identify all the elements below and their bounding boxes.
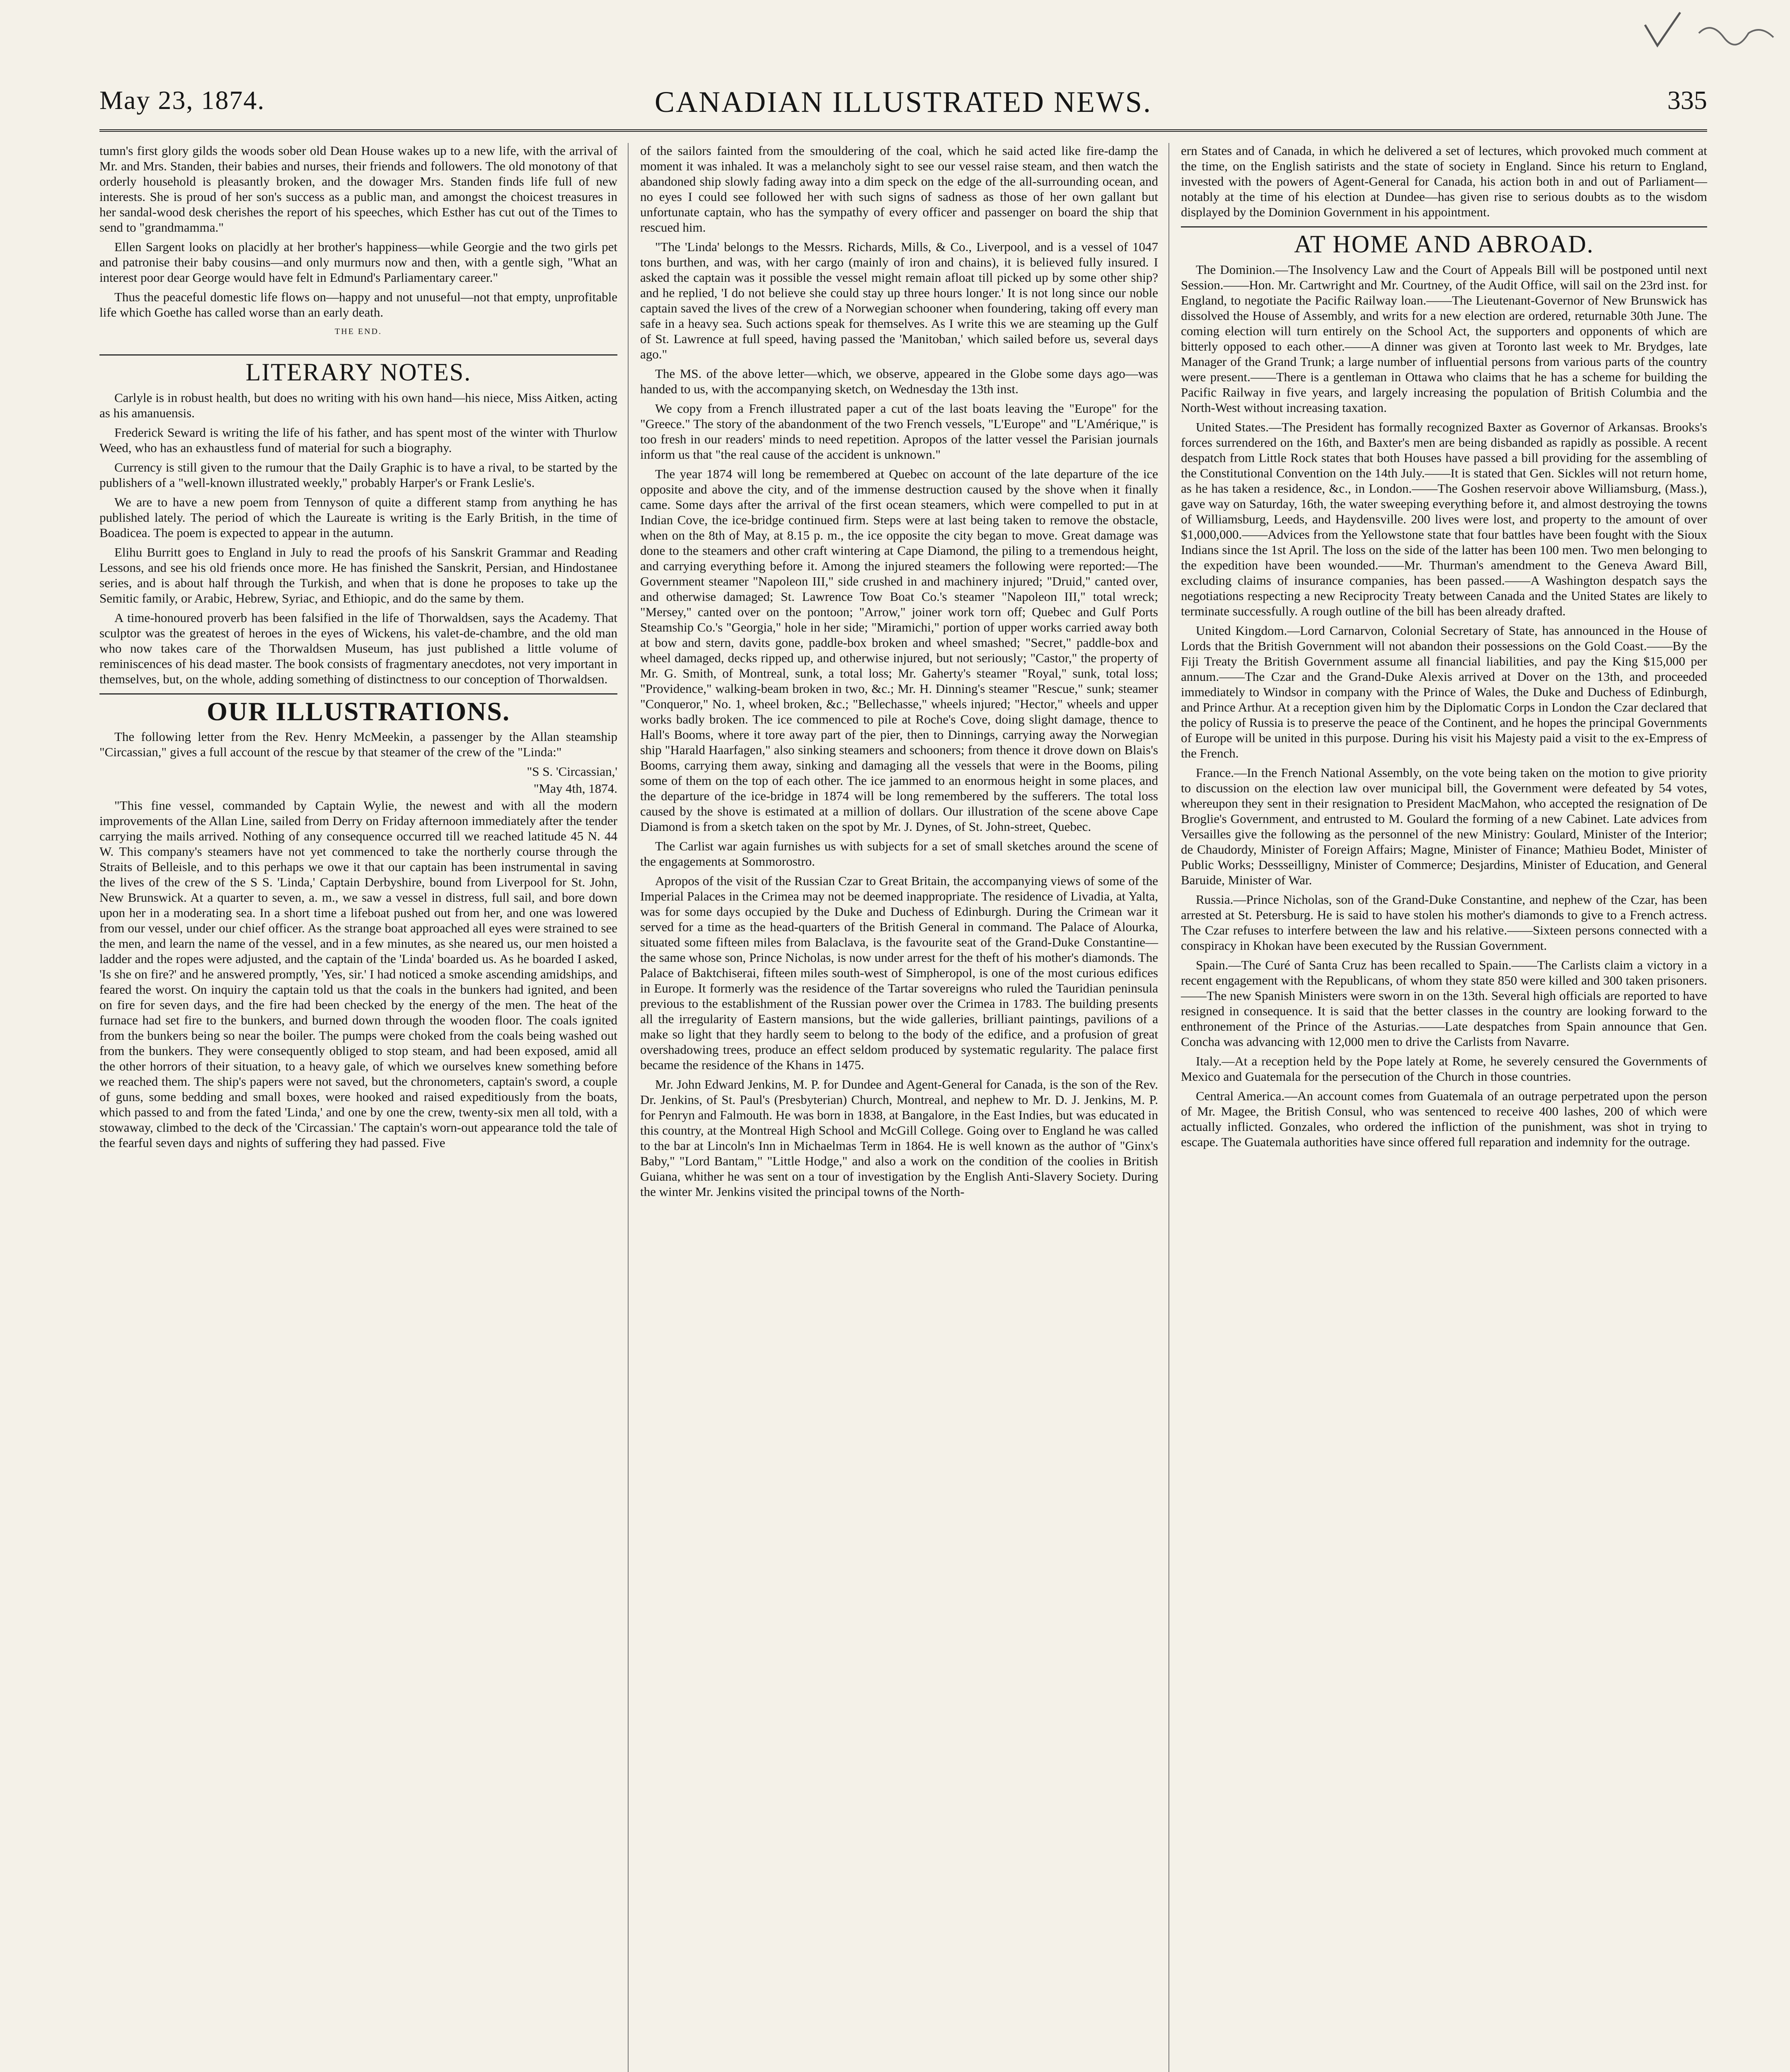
masthead [99,85,1707,131]
at-home-and-abroad-heading: AT HOME AND ABROAD. [1181,226,1707,252]
story-paragraph: tumn's first glory gilds the woods sober old Dean House wakes up to a new life, with the arrival of Mr. and Mrs. Standen, their babies and nurses, their friends and followers. The old monotony of that orderly household is pleasantly broken, and the dowager Mrs. Standen finds life full of new interests. She is proud of her son's success as a public man, and amongst the choicest treasures in her sandal-wood desk cherishes the report of his speeches, which Esther has cut out of the Times to send to "grandmamma." [99,143,617,235]
news-paragraph-russia: Russia.—Prince Nicholas, son of the Grand-Duke Constantine, and nephew of the Czar, has been arrested at St. Petersburg. He is said to have stolen his mother's diamonds to give to a French actress. The Czar refuses to interfere between the law and his relative.——Sixteen persons connected with a conspiracy in Khokan have been executed by the Russian Government. [1181,892,1707,953]
illustrations-intro: The following letter from the Rev. Henry McMeekin, a passenger by the Allan steamship "Circassian," gives a full account of the rescue by that steamer of the crew of the "Linda:" [99,729,617,759]
story-paragraph: Ellen Sargent looks on placidly at her brother's happiness—while Georgie and the two girls pet and patronise their baby cousins—and only murmurs now and then, with a gentle sigh, "What an interest poor dear George would have felt in Edmund's Parliamentary career." [99,240,617,285]
newspaper-title: CANADIAN ILLUSTRATED NEWS. [655,85,1152,119]
column-3 [1181,143,1707,1154]
news-paragraph-united-states: United States.—The President has formally recognized Baxter as Governor of Arkansas. Brooks's forces surrendered on the 16th, and Baxter's men are being disbanded as rapidly as possible. A recent despatch from Little Rock states that both Houses have passed a bill providing for the assembling of the Constitutional Convention on the 14th July.——It is stated that Gen. Sickles will not return home, as he has taken a residence, &c., in London.——The Goshen reservoir above Williamsburg, (Mass.), gave way on Saturday, 16th, the water sweeping everything before it, and almost destroying the towns of Williamsburg, Leeds, and Haydensville. 200 lives were lost, and property to the amount of over $1,000,000.——Advices from the Yellowstone state that four battles have been fought with the Sioux Indians since the 1st April. The loss on the side of the latter has been 100 men. Two men belonging to the expedition have been wounded.——Mr. Thurman's amendment to the Geneva Award Bill, excluding claims of insurance companies, has been passed.——A Washington despatch says the negotiations respecting a new Reciprocity Treaty between Canada and the United States are likely to terminate successfully. A rough outline of the bill has been already drafted. [1181,420,1707,618]
our-illustrations-heading: OUR ILLUSTRATIONS. [99,693,617,719]
letter-date: "May 4th, 1874. [533,781,617,796]
article-paragraph: of the sailors fainted from the smouldering of the coal, which he said acted like fire-damp the moment it was inhaled. It was a melancholy sight to see our vessel raise steam, and then watch the abandoned ship slowly fading away into a dim speck on the edge of the all-surrounding ocean, and no eyes I could see followed her with such signs of sadness as those of her own gallant but unfortunate captain, who has the sympathy of every officer and passenger on board the ship that rescued him. [640,143,1158,235]
literary-paragraph: Elihu Burritt goes to England in July to read the proofs of his Sanskrit Grammar and Reading Lessons, and see his old friends once more. He has finished the Sanskrit, Persian, and Hindostanee series, and is about half through the Turkish, and when that is done he proposes to take up the Semitic family, or Arabic, Hebrew, Syriac, and Ethiopic, and do the same by them. [99,545,617,605]
news-paragraph-united-kingdom: United Kingdom.—Lord Carnarvon, Colonial Secretary of State, has announced in the House of Lords that the British Government will not abandon their possessions on the Gold Coast.——By the Fiji Treaty the British Government assume all financial liabilities, and pay the King $15,000 per annum.——The Czar and the Grand-Duke Alexis arrived at Dover on the 13th, and proceeded immediately to Windsor in company with the Prince of Wales, the Duke and Duchess of Edinburgh, and Prince Arthur. At a reception given him by the Diplomatic Corps in London the Czar declared that the policy of Russia is to preserve the peace of the Continent, and he hopes the principal Governments of Europe will be united in this purpose. During his visit his Majesty paid a visit to the ex-Empress of the French. [1181,623,1707,760]
literary-paragraph: We are to have a new poem from Tennyson of quite a different stamp from anything he has published lately. The period of which the Laureate is writing is the Early British, in the time of Boadicea. The poem is expected to appear in the autumn. [99,495,617,540]
letter-ship: "S S. 'Circassian,' [527,764,617,779]
literary-paragraph: Frederick Seward is writing the life of his father, and has spent most of the winter with Thurlow Weed, who has an exhaustless fund of material for such a biography. [99,425,617,455]
literary-paragraph: Currency is still given to the rumour that the Daily Graphic is to have a rival, to be started by the publishers of a "well-known illustrated weekly," probably Harper's or Frank Leslie's. [99,460,617,490]
article-paragraph: We copy from a French illustrated paper a cut of the last boats leaving the "Europe" for the "Greece." The story of the abandonment of the two French vessels, "L'Europe" and "L'Amérique," is too fresh in our readers' minds to need repetition. Apropos of the latter vessel the Parisian journals inform us that "the real cause of the accident is unknown." [640,401,1158,462]
literary-notes-heading: LITERARY NOTES. [99,354,617,380]
masthead-rule [99,129,1707,132]
literary-paragraph: A time-honoured proverb has been falsified in the life of Thorwaldsen, says the Academy. That sculptor was the greatest of heroes in the eyes of Wickens, his valet-de-chambre, and the old man who now takes care of the Thorwaldsen Museum, has just published a little volume of reminiscences of his dead master. The book consists of fragmentary anecdotes, not very important in themselves, but, on the whole, adding something of distinctness to our conception of Thorwaldsen. [99,610,617,686]
article-paragraph: Mr. John Edward Jenkins, M. P. for Dundee and Agent-General for Canada, is the son of the Rev. Dr. Jenkins, of St. Paul's (Presbyterian) Church, Montreal, and nephew to Mr. D. J. Jenkins, M. P. for Penryn and Falmouth. He was born in 1838, at Bangalore, in the East Indies, but was educated in this country, at the Montreal High School and McGill College. Going over to England he was called to the bar at Lincoln's Inn in Michaelmas Term in 1864. He is well known as the author of "Ginx's Baby," "Lord Bantam," "Little Hodge," and also a work on the condition of the coolies in British Guiana, whither he was sent on a tour of investigation by the English Anti-Slavery Society. During the winter Mr. Jenkins visited the principal towns of the North- [640,1077,1158,1199]
news-paragraph-central-america: Central America.—An account comes from Guatemala of an outrage perpetrated upon the person of Mr. Magee, the British Consul, who was sentenced to receive 400 lashes, 200 of which were actually inflicted. Gonzales, who ordered the infliction of the punishment, was shot in trying to escape. The Guatemala authorities have since offered full reparation and indemnity for the outrage. [1181,1089,1707,1149]
article-paragraph: Apropos of the visit of the Russian Czar to Great Britain, the accompanying views of some of the Imperial Palaces in the Crimea may not be deemed inappropriate. The residence of Livadia, at Yalta, was for some days occupied by the Duke and Duchess of Edinburgh. During the Crimean war it served for a time as the head-quarters of the British General in command. The Palace of Alourka, situated some fifteen miles from Balaclava, is the favourite seat of the Grand-Duke Constantine—the same whose son, Prince Nicholas, is now under arrest for the theft of his mother's diamonds. The Palace of Baktchiserai, fifteen miles south-west of Simpheropol, is one of the most curious edifices in Europe. It formerly was the residence of the Tartar sovereigns who ruled the Tauridian peninsula previous to the establishment of the Russian power over the Crimea in 1783. The building presents all the irregularity of Eastern mansions, but the wide galleries, brilliant paintings, pavilions of a make so light that they hardly seem to belong to the body of the edifice, and a profusion of great overshadowing trees, produce an effect seldom produced by systematic regularity. The palace first became the residence of the Khans in 1475. [640,874,1158,1072]
page-number: 335 [1667,85,1707,115]
story-paragraph: Thus the peaceful domestic life flows on—happy and not unuseful—not that empty, unprofitable life which Goethe has called worse than an early death. [99,290,617,320]
news-paragraph-france: France.—In the French National Assembly, on the vote being taken on the motion to give priority to discussion on the election law over municipal bill, the Government were defeated by 54 votes, whereupon they sent in their resignation to President MacMahon, who accepted the resignation of De Broglie's Government, and entrusted to M. Goulard the forming of a new Cabinet. Late advices from Versailles give the following as the personnel of the new Ministry: Goulard, Minister of the Interior; de Chaudordy, Minister of Foreign Affairs; Magne, Minister of Finance; Mathieu Bodet, Minister of Public Works; Dessseilligny, Minister of Commerce; Desjardins, Minister of Education, and General Baruide, Minister of War. [1181,765,1707,887]
article-paragraph: The year 1874 will long be remembered at Quebec on account of the late departure of the ice opposite and above the city, and of the immense destruction caused by the shove when it finally came. Some days after the arrival of the first ocean steamers, which were compelled to put in at Indian Cove, the ice-bridge continued firm. Steps were at last being taken to remove the obstacle, when on the 8th of May, at 8.15 p. m., the ice opposite the city began to move. Great damage was done to the steamers and other craft wintering at Cape Diamond, the piling to a tremendous height, and carrying everything before it. Among the injured steamers the following were reported:—The Government steamer "Napoleon III," side crushed in and machinery injured; "Druid," canted over, and otherwise damaged; St. Lawrence Tow Boat Co.'s steamer "Napoleon III," total wreck; "Mersey," canted over on the pontoon; "Arrow," joiner work torn off; Quebec and Gulf Ports Steamship Co.'s "Georgia," hole in her side; "Miramichi," portion of upper works carried away both at bow and stern, davits gone, paddle-box broken and wheel smashed; "Secret," paddle-box and wheel damaged, decks ripped up, and otherwise injured, but not seriously; "Castor," the property of Mr. G. Smith, of Montreal, sunk, a total loss; Mr. Gaherty's steamer "Royal," sunk, total loss; "Providence," walking-beam broken in two, &c.; Mr. H. Dinning's steamer "Rescue," sunk; steamer "Conqueror," No. 1, wheel broken, &c.; "Bellechasse," wheels injured; "Hector," wheels and upper works badly broken. The ice commenced to pile at Roche's Cove, doing slight damage, thence to Hall's Booms, where it tore away part of the pier, then to Dinnings, carrying away the Norwegian ship "Harald Haarfagen," also sinking steamers and schooners; from thence it drove down on Blais's Booms, carrying them away, sinking and damaging all the vessels that were in the Booms, piling some of them on the top of each other. The ice jammed to an enormous height in some places, and the departure of the ice-bridge in 1874 will be long remembered by the sufferers. The total loss caused by the shove is estimated at a million of dollars. Our illustration of the scene above Cape Diamond is from a sketch taken on the spot by Mr. J. Dynes, of St. John-street, Quebec. [640,467,1158,834]
article-paragraph: The Carlist war again furnishes us with subjects for a set of small sketches around the scene of the engagements at Sommorostro. [640,839,1158,869]
news-paragraph-italy: Italy.—At a reception held by the Pope lately at Rome, he severely censured the Governments of Mexico and Guatemala for the persecution of the Church in those countries. [1181,1054,1707,1084]
column-divider [1168,143,1169,2072]
article-paragraph: The MS. of the above letter—which, we observe, appeared in the Globe some days ago—was handed to us, with the accompanying sketch, on Wednesday the 13th inst. [640,366,1158,396]
handwritten-pencil-mark [1641,8,1782,58]
issue-date: May 23, 1874. [99,85,265,115]
letter-body: "This fine vessel, commanded by Captain Wylie, the newest and with all the modern improvements of the Allan Line, sailed from Derry on Friday afternoon immediately after the tender carrying the mails arrived. Nothing of any consequence occurred till we reached latitude 45 N. 44 W. This company's steamers have not yet commenced to take the northerly course through the Straits of Belleisle, and to this perhaps we owe it that our captain has been instrumental in saving the lives of the crew of the S S. 'Linda,' Captain Derbyshire, bound from Liverpool for St. John, New Brunswick. At a quarter to seven, a. m., we saw a vessel in distress, full sail, and bore down upon her in a moderating sea. In a short time a lifeboat pushed out from her, and one was lowered from our vessel, under our chief officer. As the strange boat approached all eyes were strained to see the men, and learn the name of the vessel, and in a few minutes, as she neared us, our men hoisted a ladder and the ropes were adjusted, and the captain of the 'Linda' boarded us. As he boarded I asked, 'Is she on fire?' and he answered promptly, 'Yes, sir.' I had noticed a smoke ascending amidships, and feared the worst. On inquiry the captain told us that the coals in the bunkers had ignited, and been on fire for seven days, and the fire had been checked by the energy of the men. The heat of the furnace had set fire to the bunkers, and burned down through the wooden floor. The coals ignited from the bunkers being so near the boiler. The pumps were choked from the coals being washed out from the bunkers. They were consequently obliged to stop steam, and had been exposed, amid all the other horrors of their situation, to a heavy gale, of which we ourselves knew something before we reached them. The ship's papers were not saved, but the chronometers, captain's sword, a couple of guns, some bedding and small boxes, were hooked and raised expeditiously from the boats, which passed to and from the fated 'Linda,' and one by one the crew, twenty-six men all told, with a stowaway, climbed to the deck of the 'Circassian.' The captain's worn-out appearance told the tale of the fearful seven days and nights of suffering they had passed. Five [99,798,617,1150]
column-2 [640,143,1158,1203]
article-paragraph: ern States and of Canada, in which he delivered a set of lectures, which provoked much comment at the time, on the English satirists and the state of society in England. Since his return to England, invested with the powers of Agent-General for Canada, his action both in and out of Parliament—notably at the time of his election at Dundee—has given rise to serious doubts as to the wisdom displayed by the Dominion Government in his appointment. [1181,143,1707,219]
news-paragraph-dominion: The Dominion.—The Insolvency Law and the Court of Appeals Bill will be postponed until next Session.——Hon. Mr. Cartwright and Mr. Courtney, of the Audit Office, will sail on the 23rd inst. for England, to negotiate the Pacific Railway loan.——The Lieutenant-Governor of New Brunswick has dissolved the House of Assembly, and writs for a new election are ordered, returnable 30th June. The coming election will turn entirely on the School Act, the supporters and opponents of which are bitterly opposed to each other.——A dinner was given at Toronto last week to Mr. Brydges, late Manager of the Grand Trunk; a large number of influential persons from various parts of the country were present.——There is a gentleman in Ottawa who claims that he has a scheme for building the Pacific Railway in five years, and largely increasing the population of British Columbia and the North-West without increasing taxation. [1181,262,1707,415]
column-1 [99,143,617,1155]
news-paragraph-spain: Spain.—The Curé of Santa Cruz has been recalled to Spain.——The Carlists claim a victory in a recent engagement with the Republicans, of whom they state 850 were killed and 300 taken prisoners.——The new Spanish Ministers were sworn in on the 13th. Several high officials are reported to have resigned in consequence. It is said that the better classes in the country are looking forward to the enthronement of the Prince of the Asturias.——Late despatches from Spain announce that Gen. Concha was advancing with 12,000 men to drive the Carlists from Navarre. [1181,958,1707,1049]
the-end-label: THE END. [335,327,382,336]
literary-paragraph: Carlyle is in robust health, but does no writing with his own hand—his niece, Miss Aitken, acting as his amanuensis. [99,390,617,420]
article-paragraph: "The 'Linda' belongs to the Messrs. Richards, Mills, & Co., Liverpool, and is a vessel of 1047 tons burthen, and was, with her cargo (mainly of iron and chains), it is believed fully insured. I asked the captain was it possible the vessel might remain afloat till picked up by some other ship? and he replied, 'I do not believe she could stay up three hours longer.' It is not long since our noble captain saved the lives of the crew of a Norwegian schooner when foundering, taking off every man safe in a heavy sea. Such actions speak for themselves. As I write this we are steaming up the Gulf of St. Lawrence at full speed, having passed the 'Manitoban,' which sailed before us, several days ago." [640,240,1158,361]
column-divider [628,143,629,2072]
